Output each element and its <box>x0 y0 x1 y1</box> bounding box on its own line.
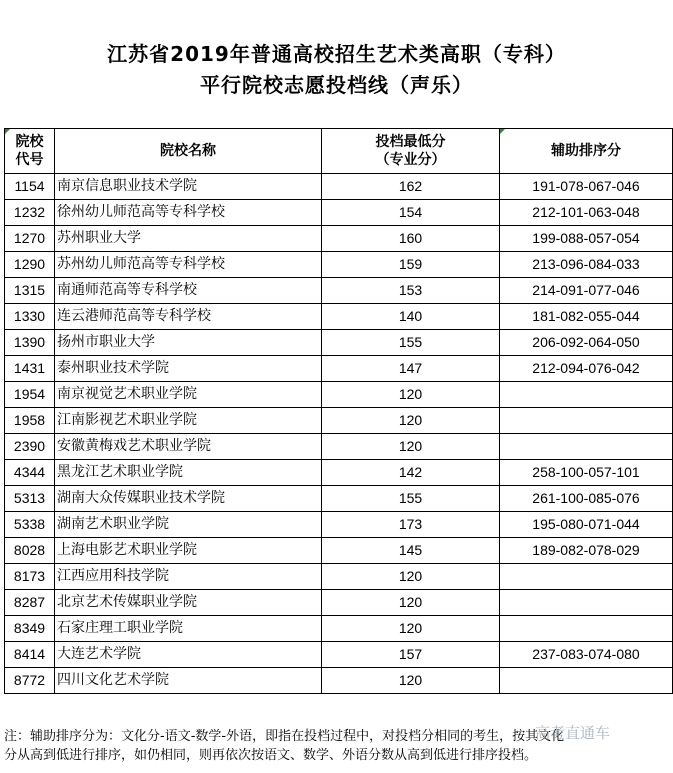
aux-score-cell <box>500 668 673 694</box>
header-school-name: 院校名称 <box>55 129 322 174</box>
school-code-cell: 1958 <box>5 408 55 434</box>
school-name-cell: 泰州职业技术学院 <box>55 356 322 382</box>
school-name-cell: 石家庄理工职业学院 <box>55 616 322 642</box>
min-score-cell: 173 <box>322 512 500 538</box>
table-row <box>5 330 673 356</box>
table-row <box>5 200 673 226</box>
school-code-cell: 1232 <box>5 200 55 226</box>
school-name-cell: 扬州市职业大学 <box>55 330 322 356</box>
table-row <box>5 382 673 408</box>
school-code-cell: 1270 <box>5 226 55 252</box>
min-score-cell: 140 <box>322 304 500 330</box>
min-score-cell: 120 <box>322 616 500 642</box>
table-row <box>5 356 673 382</box>
min-score-cell: 159 <box>322 252 500 278</box>
table-row <box>5 226 673 252</box>
min-score-cell: 142 <box>322 460 500 486</box>
school-name-cell: 南京视觉艺术职业学院 <box>55 382 322 408</box>
school-name-cell: 四川文化艺术学院 <box>55 668 322 694</box>
aux-score-cell: 237-083-074-080 <box>500 642 673 668</box>
school-name-cell: 湖南艺术职业学院 <box>55 512 322 538</box>
school-code-cell: 8028 <box>5 538 55 564</box>
min-score-cell: 120 <box>322 408 500 434</box>
header-score-line-2: （专业分） <box>375 152 446 168</box>
table-row <box>5 304 673 330</box>
min-score-cell: 145 <box>322 538 500 564</box>
cell-marker-icon <box>500 129 505 134</box>
min-score-cell: 154 <box>322 200 500 226</box>
aux-score-cell <box>500 616 673 642</box>
table-header-row <box>5 129 673 174</box>
header-aux-score <box>500 129 673 174</box>
school-code-cell: 8414 <box>5 642 55 668</box>
footnote-line-2: 分从高到低进行排序，如仍相同，则再依次按语文、数学、外语分数从高到低进行排序投档。 <box>4 748 538 763</box>
school-code-cell: 1431 <box>5 356 55 382</box>
header-school-code <box>5 129 55 174</box>
aux-score-cell: 181-082-055-044 <box>500 304 673 330</box>
table-row <box>5 642 673 668</box>
aux-score-cell: 212-094-076-042 <box>500 356 673 382</box>
header-aux-label: 辅助排序分 <box>551 143 621 159</box>
min-score-cell: 120 <box>322 668 500 694</box>
aux-score-cell <box>500 434 673 460</box>
min-score-cell: 147 <box>322 356 500 382</box>
aux-score-cell <box>500 382 673 408</box>
school-code-cell: 2390 <box>5 434 55 460</box>
table-row <box>5 538 673 564</box>
school-name-cell: 南京信息职业技术学院 <box>55 174 322 200</box>
aux-score-cell: 195-080-071-044 <box>500 512 673 538</box>
school-name-cell: 安徽黄梅戏艺术职业学院 <box>55 434 322 460</box>
school-name-cell: 连云港师范高等专科学校 <box>55 304 322 330</box>
school-name-cell: 湖南大众传媒职业技术学院 <box>55 486 322 512</box>
table-row <box>5 252 673 278</box>
min-score-cell: 120 <box>322 382 500 408</box>
table-row <box>5 668 673 694</box>
school-code-cell: 1390 <box>5 330 55 356</box>
aux-score-cell: 213-096-084-033 <box>500 252 673 278</box>
aux-score-cell: 261-100-085-076 <box>500 486 673 512</box>
table-row <box>5 434 673 460</box>
min-score-cell: 160 <box>322 226 500 252</box>
school-code-cell: 1330 <box>5 304 55 330</box>
min-score-cell: 155 <box>322 330 500 356</box>
table-row <box>5 590 673 616</box>
table-row <box>5 174 673 200</box>
aux-score-cell: 199-088-057-054 <box>500 226 673 252</box>
school-name-cell: 南通师范高等专科学校 <box>55 278 322 304</box>
document-title-line-1: 江苏省2019年普通高校招生艺术类高职（专科） <box>107 42 566 66</box>
school-name-cell: 苏州幼儿师范高等专科学校 <box>55 252 322 278</box>
aux-score-cell: 189-082-078-029 <box>500 538 673 564</box>
header-score-line-1: 投档最低分 <box>375 134 446 150</box>
school-name-cell: 江西应用科技学院 <box>55 564 322 590</box>
table-row <box>5 408 673 434</box>
table-row <box>5 278 673 304</box>
aux-score-cell: 258-100-057-101 <box>500 460 673 486</box>
school-name-cell: 北京艺术传媒职业学院 <box>55 590 322 616</box>
admission-score-table <box>4 128 673 694</box>
school-code-cell: 1315 <box>5 278 55 304</box>
school-name-cell: 大连艺术学院 <box>55 642 322 668</box>
table-row <box>5 486 673 512</box>
school-name-cell: 上海电影艺术职业学院 <box>55 538 322 564</box>
min-score-cell: 162 <box>322 174 500 200</box>
school-code-cell: 8173 <box>5 564 55 590</box>
min-score-cell: 120 <box>322 590 500 616</box>
footnote-line-1: 注：辅助排序分为：文化分-语文-数学-外语，即指在投档过程中，对投档分相同的考生，按其文化 <box>4 729 565 744</box>
header-code-line-1: 院校 <box>15 134 44 150</box>
table-row <box>5 512 673 538</box>
document-title-line-2: 平行院校志愿投档线（声乐） <box>200 73 473 97</box>
aux-score-cell <box>500 590 673 616</box>
aux-score-cell <box>500 408 673 434</box>
school-name-cell: 徐州幼儿师范高等专科学校 <box>55 200 322 226</box>
school-code-cell: 5313 <box>5 486 55 512</box>
min-score-cell: 153 <box>322 278 500 304</box>
school-code-cell: 5338 <box>5 512 55 538</box>
school-code-cell: 1154 <box>5 174 55 200</box>
min-score-cell: 120 <box>322 434 500 460</box>
min-score-cell: 120 <box>322 564 500 590</box>
header-code-line-2: 代号 <box>15 152 44 168</box>
aux-score-cell: 212-101-063-048 <box>500 200 673 226</box>
school-name-cell: 江南影视艺术职业学院 <box>55 408 322 434</box>
header-min-score <box>322 129 500 174</box>
school-name-cell: 苏州职业大学 <box>55 226 322 252</box>
school-code-cell: 8349 <box>5 616 55 642</box>
aux-score-cell: 214-091-077-046 <box>500 278 673 304</box>
cell-marker-icon <box>5 129 10 134</box>
school-code-cell: 8772 <box>5 668 55 694</box>
watermark: 高考直通车 <box>535 724 611 742</box>
min-score-cell: 157 <box>322 642 500 668</box>
aux-score-cell: 206-092-064-050 <box>500 330 673 356</box>
school-code-cell: 8287 <box>5 590 55 616</box>
aux-score-cell <box>500 564 673 590</box>
table-row <box>5 616 673 642</box>
table-row <box>5 460 673 486</box>
table-row <box>5 564 673 590</box>
aux-score-cell: 191-078-067-046 <box>500 174 673 200</box>
school-code-cell: 1954 <box>5 382 55 408</box>
min-score-cell: 155 <box>322 486 500 512</box>
school-name-cell: 黑龙江艺术职业学院 <box>55 460 322 486</box>
school-code-cell: 1290 <box>5 252 55 278</box>
school-code-cell: 4344 <box>5 460 55 486</box>
